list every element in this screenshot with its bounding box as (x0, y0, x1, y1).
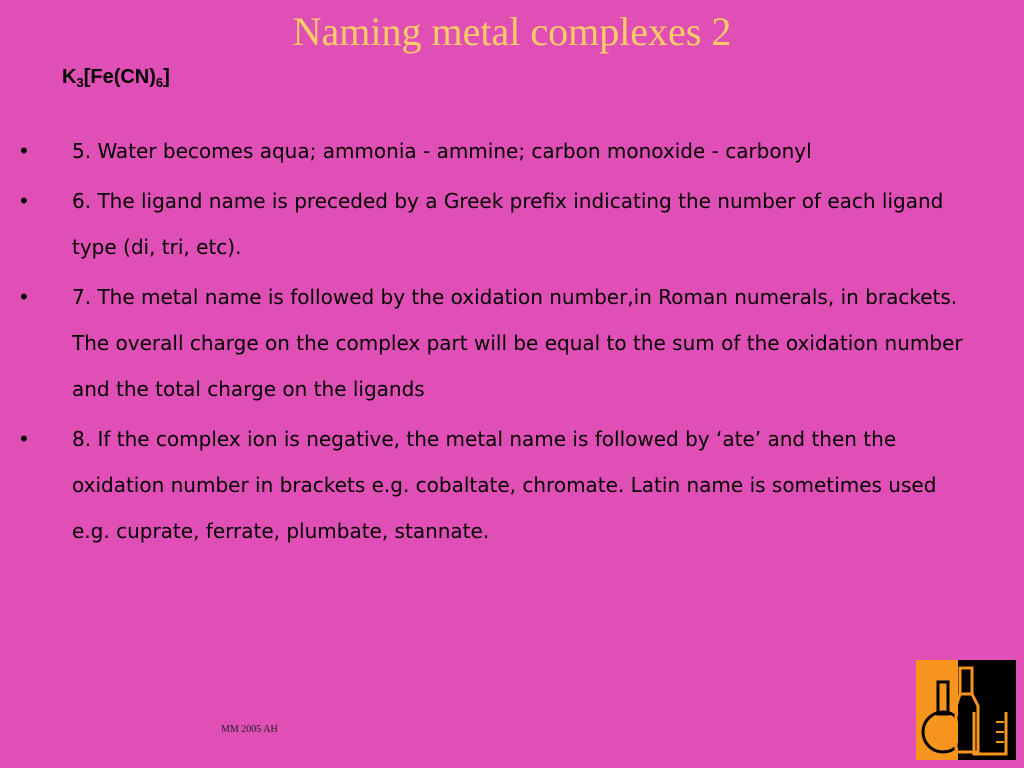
bullet-text: 6. The ligand name is preceded by a Greek prefix indicating the number of each ligand type (di, tri, etc). (72, 189, 944, 259)
bullet-dot: • (18, 189, 30, 213)
footer-credit: MM 2005 AH (221, 724, 278, 735)
bullet-dot: • (18, 427, 30, 451)
bullet-dot: • (18, 285, 30, 309)
formula-complex: [Fe(CN) (83, 66, 156, 88)
bullet-text: 7. The metal name is followed by the oxidation number,in Roman numerals, in brackets. The overall charge on the complex part will be equal to the sum of the oxidation number and the total charge on the ligands (72, 285, 963, 401)
formula-k-subscript: 3 (76, 75, 84, 90)
chemistry-glassware-icon (916, 660, 1016, 760)
bullet-item (18, 178, 968, 270)
bullet-text: 8. If the complex ion is negative, the metal name is followed by ‘ate’ and then the oxidation number in brackets e.g. cobaltate, chromate. Latin name is sometimes used e.g. cuprate, ferrate, plumbate, stannate. (72, 427, 937, 543)
bullet-item (18, 274, 968, 412)
formula-cn-subscript: 6 (155, 75, 164, 90)
bullet-item (18, 416, 968, 554)
formula-close-bracket: ] (163, 66, 170, 88)
bullet-list (18, 128, 968, 558)
bullet-item (18, 128, 968, 174)
chemical-formula (62, 66, 170, 90)
formula-k: K (62, 66, 77, 88)
bullet-dot: • (18, 139, 30, 163)
slide-title: Naming metal complexes 2 (292, 9, 732, 54)
bullet-text: 5. Water becomes aqua; ammonia - ammine; carbon monoxide - carbonyl (72, 139, 812, 163)
